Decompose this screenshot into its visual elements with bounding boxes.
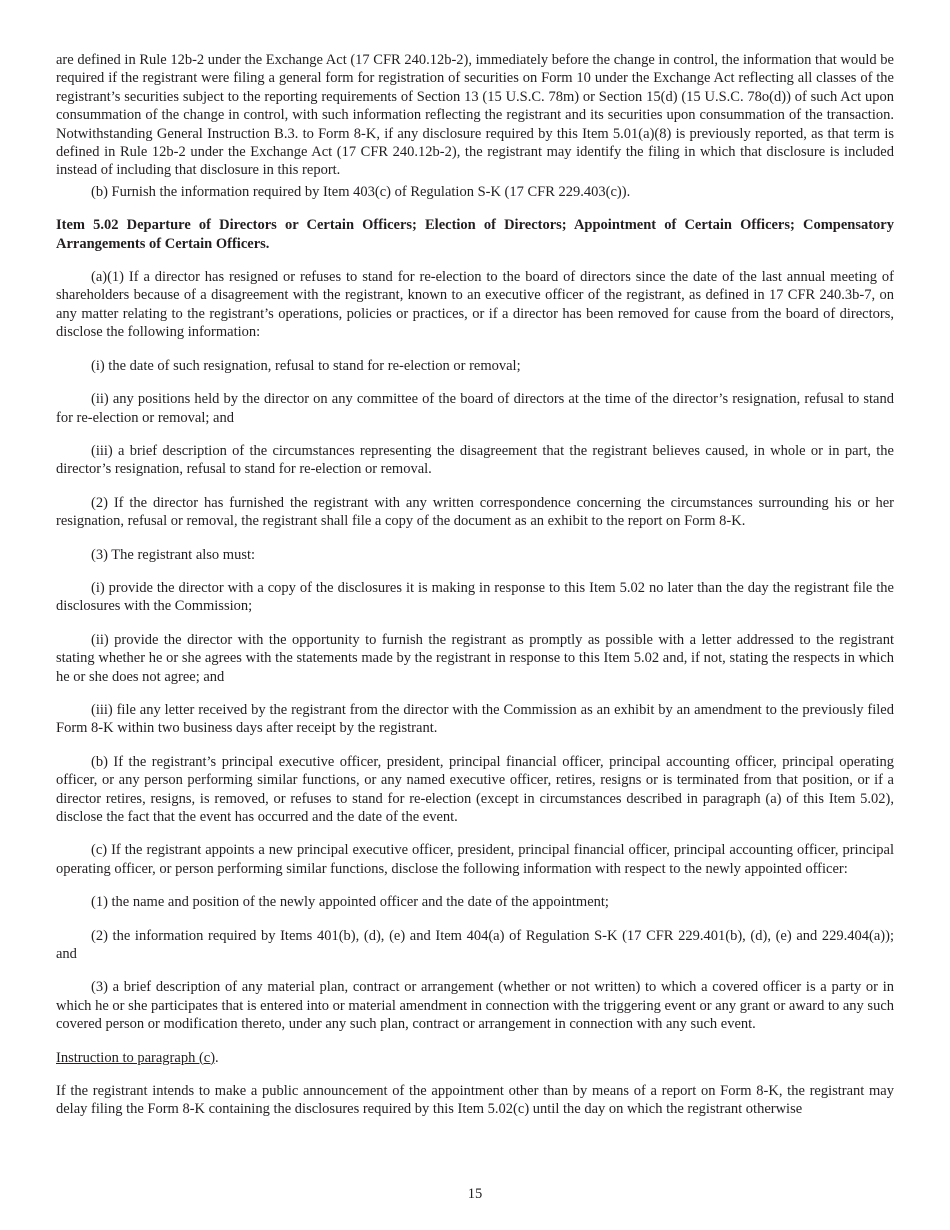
paragraph-c2: (2) the information required by Items 401(b), (d), (e) and Item 404(a) of Regulation S-K (17 CFR 229.401(b), (d), (e) and 229.404(a)); and [56,927,894,963]
paragraph-a1-iii: (iii) a brief description of the circumstances representing the disagreement that the registrant believes caused, in whole or in part, the director’s resignation, refusal to stand for re-election or removal. [56,442,894,478]
paragraph-a2: (2) If the director has furnished the registrant with any written correspondence concerning the circumstances surrounding his or her resignation, refusal or removal, the registrant shall file a copy of the document as an exhibit to the report on Form 8-K. [56,494,894,530]
instruction-heading-label: Instruction to paragraph (c) [56,1049,216,1066]
instruction-heading-period: . [215,1049,219,1066]
paragraph-c1: (1) the name and position of the newly appointed officer and the date of the appointment; [91,894,609,911]
paragraph-c3: (3) a brief description of any material plan, contract or arrangement (whether or not written) to which a covered officer is a party or in which he or she participates that is entered into or material amendment in connection with the triggering event or any grant or award to any such covered person or modification thereto, under any such plan, contract or arrangement in connection with any such event. [56,979,894,1033]
paragraph-a1: (a)(1) If a director has resigned or refuses to stand for re-election to the board of directors since the date of the last annual meeting of shareholders because of a disagreement with the registrant, known to an executive officer of the registrant, as defined in 17 CFR 240.3b-7, on any matter relating to the registrant’s operations, policies or practices, or if a director has been removed for cause from the board of directors, disclose the following information: [56,269,894,341]
paragraph-a1-ii: (ii) any positions held by the director on any committee of the board of directors at the time of the director’s resignation, refusal to stand for re-election or removal; and [56,391,894,426]
paragraph-b: (b) If the registrant’s principal executive officer, president, principal financial officer, principal accounting officer, principal operating officer, or any person performing similar functions, or any named executive officer, retires, resigns or is terminated from that position, or if a director retires, resigns, is removed, or refuses to stand for re-election (except in circumstances described in paragraph (a) of this Item 5.02), disclose the fact that the event has occurred and the date of the event. [56,753,894,825]
paragraph-a3: (3) The registrant also must: [91,546,256,563]
continuation-paragraph: are defined in Rule 12b-2 under the Exchange Act (17 CFR 240.12b-2), immediately before the change in control, the information that would be required if the registrant were filing a general form for registration of securities on Form 10 under the Exchange Act reflecting all classes of the registrant’s securities subject to the reporting requirements of Section 13 (15 U.S.C. 78m) or Section 15(d) (15 U.S.C. 78o(d)) of such Act upon consummation of the change in control, with such information reflecting the registrant and its securities upon consummation of the transaction. Notwithstanding General Instruction B.3. to Form 8-K, if any disclosure required by this Item 5.01(a)(8) is previously reported, as that term is defined in Rule 12b-2 under the Exchange Act (17 CFR 240.12b-2), the registrant may identify the filing in which that disclosure is included instead of including that disclosure in this report. [56,52,894,179]
page-number: 15 [467,1186,483,1202]
paragraph-a1-i: (i) the date of such resignation, refusal to stand for re-election or removal; [91,357,521,374]
paragraph-b-item-501: (b) Furnish the information required by Item 403(c) of Regulation S-K (17 CFR 229.403(c)). [91,183,631,200]
item-502-heading: Item 5.02 Departure of Directors or Certain Officers; Election of Directors; Appointment of Certain Officers; Compensatory Arrangements of Certain Officers. [56,217,894,252]
paragraph-c: (c) If the registrant appoints a new principal executive officer, president, principal financial officer, principal accounting officer, principal operating officer, or person performing similar functions, disclose the following information with respect to the newly appointed officer: [56,842,894,877]
paragraph-a3-iii: (iii) file any letter received by the registrant from the director with the Commission as an exhibit by an amendment to the previously filed Form 8-K within two business days after receipt by the registrant. [56,701,894,737]
document-page [56,51,894,1119]
paragraph-a3-ii: (ii) provide the director with the opportunity to furnish the registrant as promptly as possible with a letter addressed to the registrant stating whether he or she agrees with the statements made by the registrant in response to this Item 5.02 and, if not, stating the respects in which he or she does not agree; and [56,631,894,685]
instruction-text: If the registrant intends to make a public announcement of the appointment other than by means of a report on Form 8-K, the registrant may delay filing the Form 8-K containing the disclosures required by this Item 5.02(c) until the day on which the registrant otherwise [56,1083,894,1118]
instruction-heading [56,1049,894,1067]
paragraph-a3-i: (i) provide the director with a copy of the disclosures it is making in response to this Item 5.02 no later than the day the registrant file the disclosures with the Commission; [56,579,894,615]
